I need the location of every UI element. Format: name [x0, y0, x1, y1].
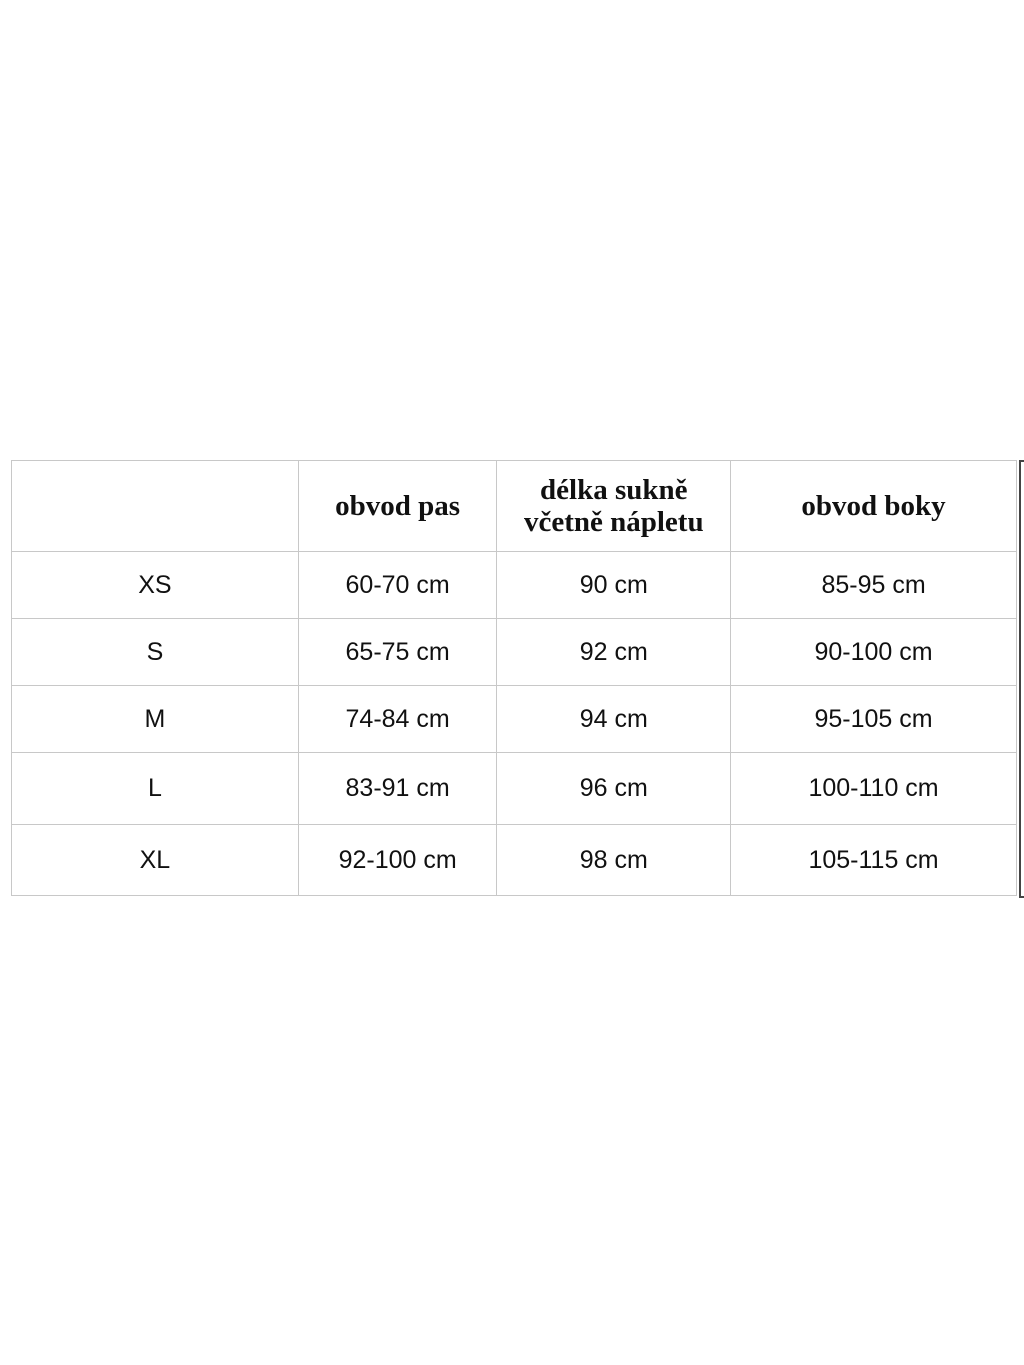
header-size-column	[12, 461, 299, 552]
hips-cell: 105-115 cm	[731, 825, 1017, 896]
table-row	[12, 753, 1017, 825]
page-edge-line	[1019, 460, 1021, 898]
waist-cell: 83-91 cm	[298, 753, 497, 825]
length-cell: 92 cm	[497, 619, 731, 686]
header-waist: obvod pas	[298, 461, 497, 552]
page-edge-tick-top	[1019, 460, 1024, 462]
header-skirt-length	[497, 461, 731, 552]
hips-cell: 100-110 cm	[731, 753, 1017, 825]
size-cell: XS	[12, 552, 299, 619]
table-row	[12, 619, 1017, 686]
header-skirt-length-line-2: včetně nápletu	[523, 506, 704, 538]
hips-cell: 95-105 cm	[731, 686, 1017, 753]
header-skirt-length-line-1: délka sukně	[540, 474, 688, 506]
length-cell: 96 cm	[497, 753, 731, 825]
hips-cell: 90-100 cm	[731, 619, 1017, 686]
length-cell: 90 cm	[497, 552, 731, 619]
waist-cell: 60-70 cm	[298, 552, 497, 619]
length-cell: 98 cm	[497, 825, 731, 896]
size-cell: XL	[12, 825, 299, 896]
table-header-row	[12, 461, 1017, 552]
size-cell: L	[12, 753, 299, 825]
size-cell: M	[12, 686, 299, 753]
size-cell: S	[12, 619, 299, 686]
length-cell: 94 cm	[497, 686, 731, 753]
size-chart-table	[11, 460, 1017, 896]
waist-cell: 74-84 cm	[298, 686, 497, 753]
header-hips: obvod boky	[731, 461, 1017, 552]
waist-cell: 65-75 cm	[298, 619, 497, 686]
table-row	[12, 825, 1017, 896]
waist-cell: 92-100 cm	[298, 825, 497, 896]
table-row	[12, 686, 1017, 753]
table-row	[12, 552, 1017, 619]
page-edge-tick-bottom	[1019, 896, 1024, 898]
hips-cell: 85-95 cm	[731, 552, 1017, 619]
